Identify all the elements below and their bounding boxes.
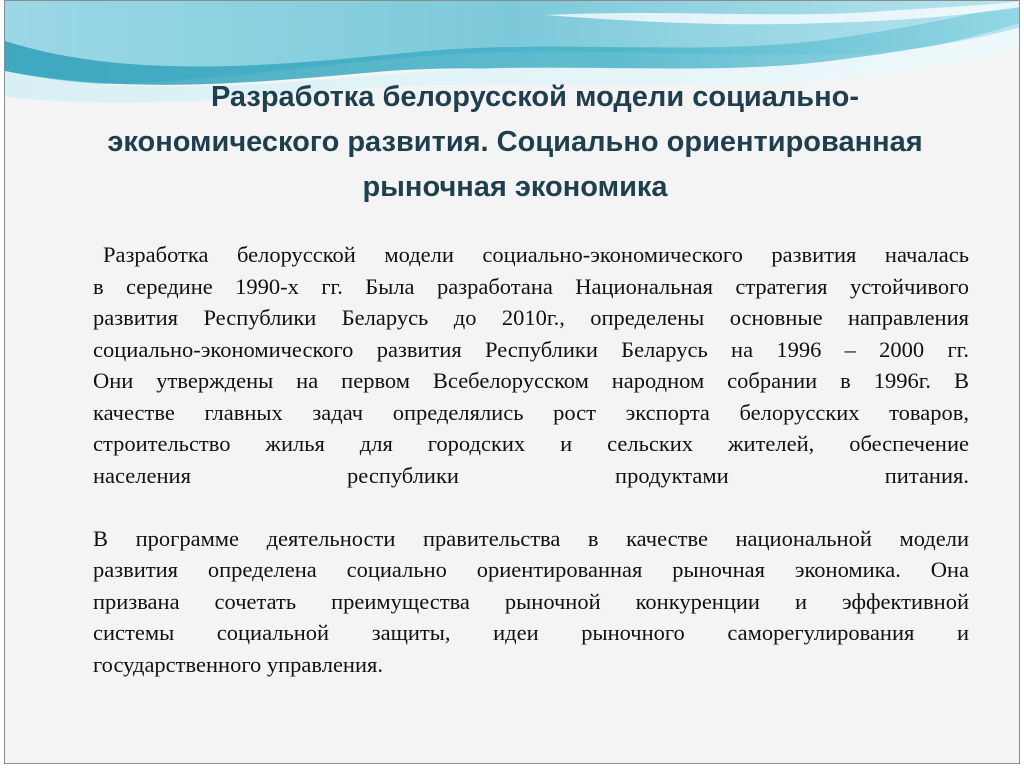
title-line-1: Разработка белорусской модели социально- — [210, 81, 860, 113]
paragraph-2-line-1: В программе деятельности правительства в качестве национальной модели — [93, 525, 969, 551]
paragraph-1-line-1: Разработка белорусской модели социально-экономического развития началась — [103, 242, 969, 267]
title-line-3: рыночная экономика — [362, 171, 668, 203]
paragraph-1-line-2: в середине 1990-х гг. Была разработана Национальная стратегия устойчивого — [93, 273, 969, 299]
paragraph-1-line-5: Они утверждены на первом Всебелорусском народном собрании в 1996г. В — [93, 368, 969, 393]
slide — [4, 0, 1020, 764]
paragraph-1-line-4: социально-экономического развития Республики Беларусь на 1996 – 2000 гг. — [93, 336, 969, 362]
title-line-2: экономического развития. Социально ориентированная — [107, 126, 923, 158]
paragraph-1-line-8: населения республики продуктами питания. — [93, 462, 969, 488]
paragraph-2-line-3: призвана сочетать преимущества рыночной конкуренции и эффективной — [93, 588, 969, 614]
paragraph-1-line-7: строительство жилья для городских и сельских жителей, обеспечение — [93, 431, 969, 456]
slide-body — [93, 239, 969, 680]
paragraph-2-line-5: государственного управления. — [93, 651, 383, 677]
paragraph-2-line-4: системы социальной защиты, идеи рыночного саморегулирования и — [93, 620, 969, 645]
paragraph-spacer — [93, 491, 969, 523]
paragraph-2-line-2: развития определена социально ориентированная рыночная экономика. Она — [93, 557, 969, 582]
paragraph-1-line-3: развития Республики Беларусь до 2010г., определены основные направления — [93, 305, 969, 330]
slide-title — [45, 75, 985, 210]
paragraph-1-line-6: качестве главных задач определялись рост экспорта белорусских товаров, — [93, 399, 969, 425]
